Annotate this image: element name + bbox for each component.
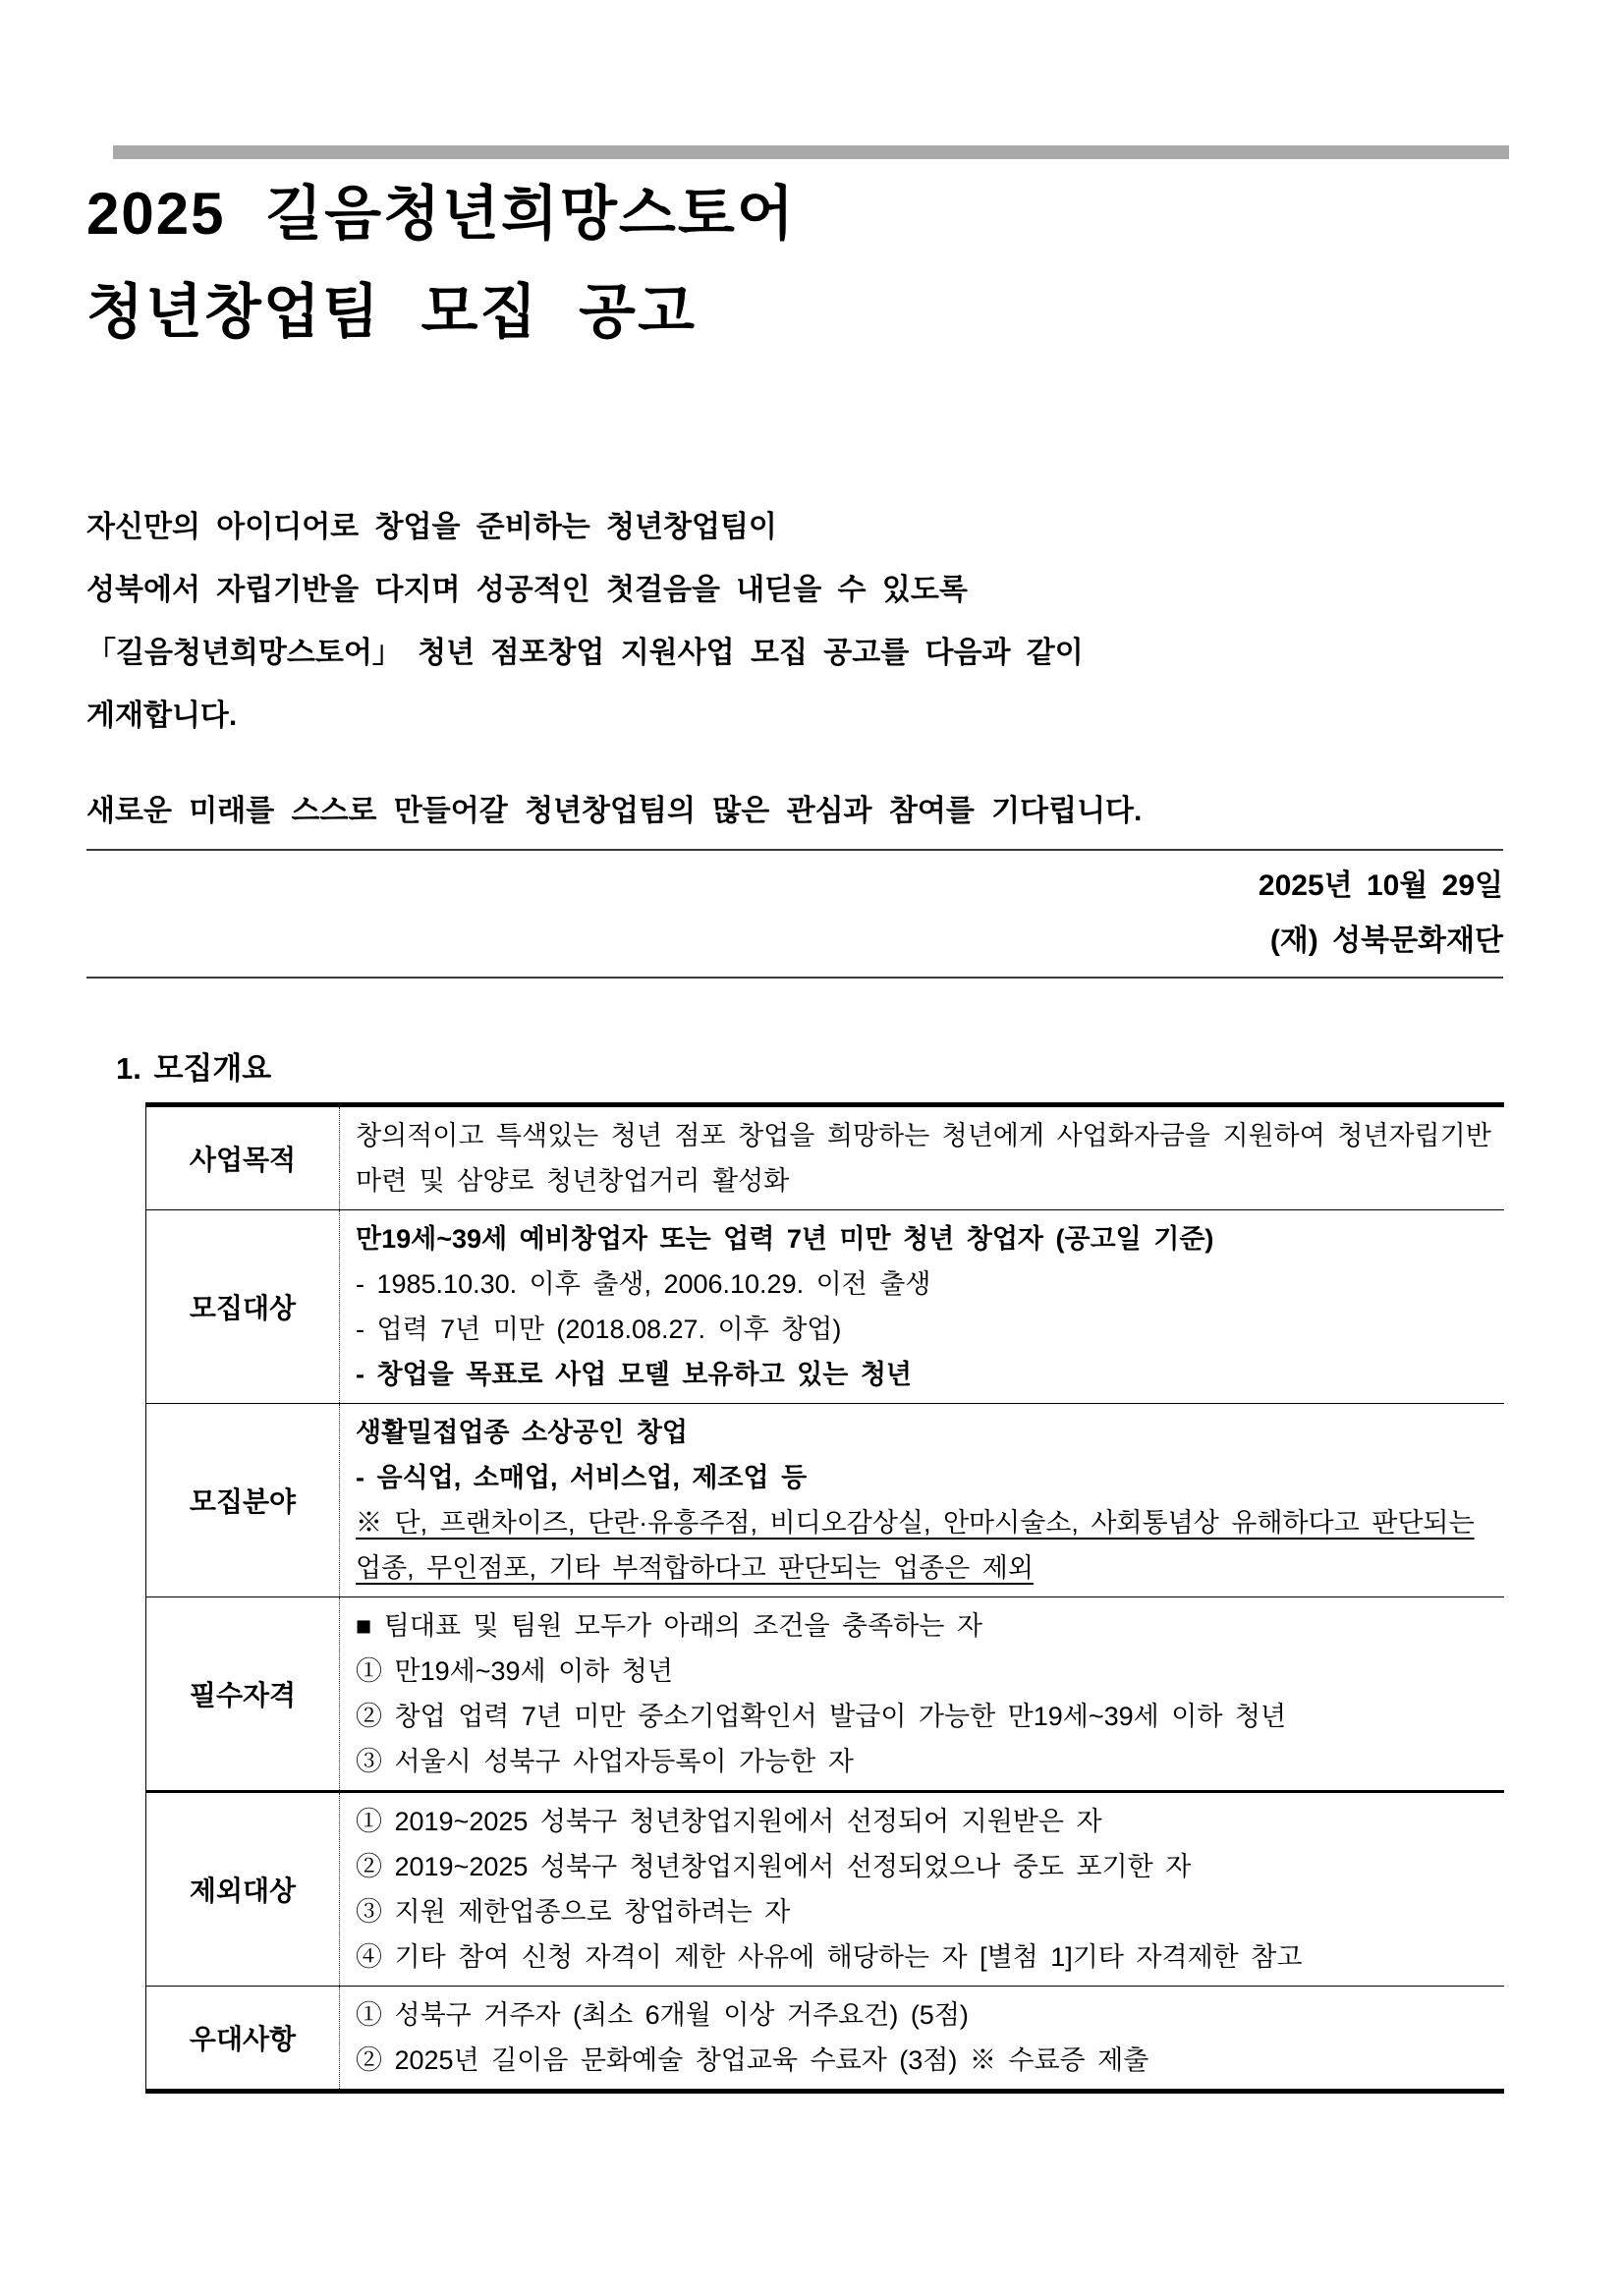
table-row xyxy=(146,1105,1505,1210)
row-line: 창의적이고 특색있는 청년 점포 창업을 희망하는 청년에게 사업화자금을 지원하여 청년자립기반 마련 및 삼양로 청년창업거리 활성화 xyxy=(356,1121,1491,1196)
row-line: ② 2025년 길이음 문화예술 창업교육 수료자 (3점) ※ 수료증 제출 xyxy=(356,2045,1149,2075)
callout-paragraph: 새로운 미래를 스스로 만들어갈 청년창업팀의 많은 관심과 참여를 기다립니다. xyxy=(86,788,1503,851)
row-line: ② 창업 업력 7년 미만 중소기업확인서 발급이 가능한 만19세~39세 이하 청년 xyxy=(356,1702,1287,1731)
document-title-line2: 청년창업팀 모집 공고 xyxy=(86,279,697,345)
row-line: ① 만19세~39세 이하 청년 xyxy=(356,1656,673,1686)
table-row xyxy=(146,1404,1505,1597)
row-line: - 1985.10.30. 이후 출생, 2006.10.29. 이전 출생 xyxy=(356,1269,931,1299)
top-divider-bar xyxy=(113,145,1509,159)
row-label: 모집분야 xyxy=(189,1486,297,1517)
document-title xyxy=(86,165,796,362)
signoff-date: 2025년 10월 29일 xyxy=(1258,869,1503,902)
overview-table xyxy=(145,1102,1504,2094)
row-line: ■ 팀대표 및 팀원 모두가 아래의 조건을 충족하는 자 xyxy=(356,1611,982,1641)
row-line: - 업력 7년 미만 (2018.08.27. 이후 창업) xyxy=(356,1315,842,1344)
row-line: ④ 기타 참여 신청 자격이 제한 사유에 해당하는 자 [별첨 1]기타 자격제한 참고 xyxy=(356,1942,1303,1972)
intro-line: 성북에서 자립기반을 다지며 성공적인 첫걸음을 내딛을 수 있도록 xyxy=(86,574,968,606)
row-label: 제외대상 xyxy=(189,1876,297,1906)
row-content xyxy=(340,1597,1505,1792)
row-content xyxy=(340,1404,1505,1597)
row-line: 생활밀접업종 소상공인 창업 xyxy=(356,1418,688,1447)
document-title-line1: 2025 길음청년희망스토어 xyxy=(86,181,796,247)
intro-line: 게재합니다. xyxy=(86,700,238,732)
overview-table-body xyxy=(146,1105,1505,2092)
row-label: 모집대상 xyxy=(189,1293,297,1323)
row-label: 필수자격 xyxy=(189,1680,297,1710)
table-row xyxy=(146,1987,1505,2092)
intro-line: 「길음청년희망스토어」 청년 점포창업 지원사업 모집 공고를 다음과 같이 xyxy=(86,637,1084,669)
row-line: ③ 지원 제한업종으로 창업하려는 자 xyxy=(356,1897,791,1927)
row-label: 우대사항 xyxy=(189,2024,297,2054)
signoff-block xyxy=(86,859,1503,979)
row-line: ② 2019~2025 성북구 청년창업지원에서 선정되었으나 중도 포기한 자 xyxy=(356,1852,1192,1881)
signoff-organization: (재) 성북문화재단 xyxy=(1269,924,1503,957)
row-content xyxy=(340,1987,1505,2092)
row-label: 사업목적 xyxy=(189,1145,297,1175)
row-line: ※ 단, 프랜차이즈, 단란·유흥주점, 비디오감상실, 안마시술소, 사회통념상 유해하다고 판단되는 업종, 무인점포, 기타 부적합하다고 판단되는 업종은 제외 xyxy=(356,1508,1475,1583)
row-line: 만19세~39세 예비창업자 또는 업력 7년 미만 청년 창업자 (공고일 기준) xyxy=(356,1224,1214,1254)
table-row xyxy=(146,1210,1505,1404)
row-line: ① 2019~2025 성북구 청년창업지원에서 선정되어 지원받은 자 xyxy=(356,1807,1102,1836)
table-row xyxy=(146,1792,1505,1987)
section-1-heading: 1. 모집개요 xyxy=(116,1051,272,1086)
row-line: ③ 서울시 성북구 사업자등록이 가능한 자 xyxy=(356,1747,854,1776)
row-line: - 음식업, 소매업, 서비스업, 제조업 등 xyxy=(356,1463,808,1492)
intro-line: 자신만의 아이디어로 창업을 준비하는 청년창업팀이 xyxy=(86,511,777,543)
intro-paragraph xyxy=(86,496,1506,748)
table-row xyxy=(146,1597,1505,1792)
row-content xyxy=(340,1210,1505,1404)
row-content xyxy=(340,1792,1505,1987)
row-content xyxy=(340,1105,1505,1210)
row-line: ① 성북구 거주자 (최소 6개월 이상 거주요건) (5점) xyxy=(356,2000,969,2030)
row-line: - 창업을 목표로 사업 모델 보유하고 있는 청년 xyxy=(356,1360,912,1389)
